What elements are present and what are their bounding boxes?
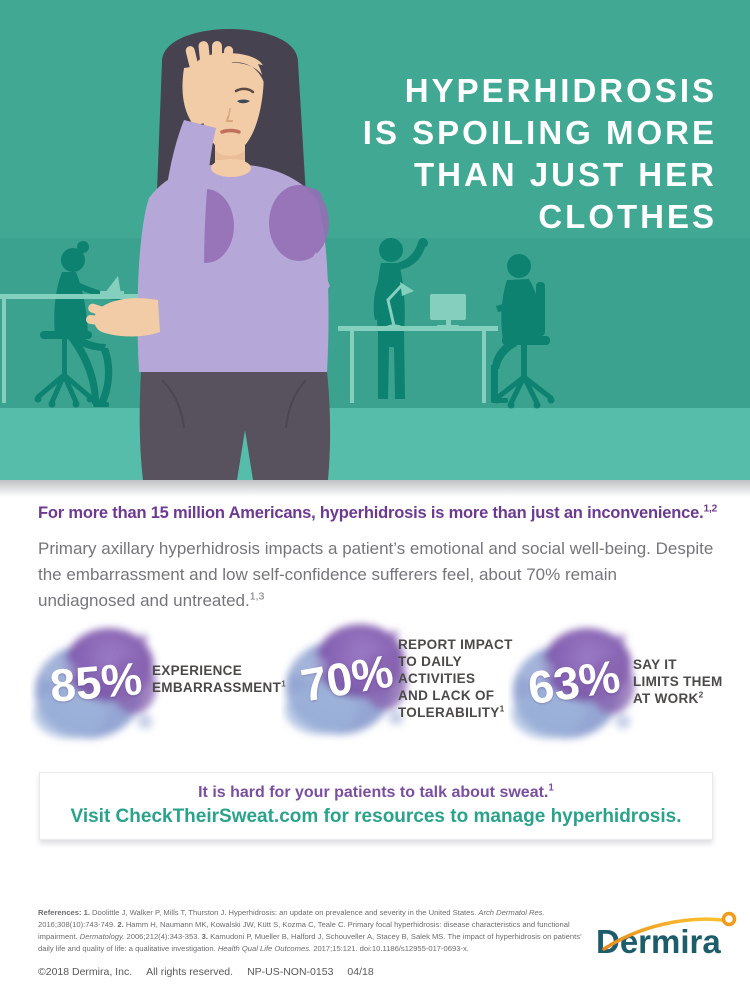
stat-embarrassment bbox=[30, 616, 310, 766]
body-paragraph bbox=[38, 536, 718, 614]
cta-message: It is hard for your patients to talk about sweat.$^1$ bbox=[198, 782, 554, 801]
headline-line: HYPERHIDROSIS bbox=[404, 72, 717, 109]
body-citation: 1,3 bbox=[249, 590, 265, 603]
material-code: NP-US-NON-0153 bbox=[247, 966, 334, 978]
stat-label: EXPERIENCE EMBARRASSMENT$^1$ bbox=[152, 663, 287, 695]
logo-wordmark: Dermira bbox=[596, 923, 721, 960]
stat-value: 85% bbox=[47, 652, 145, 712]
lead-sentence bbox=[38, 504, 738, 523]
stat-label: SAY IT LIMITS THEM AT WORK$^2$ bbox=[633, 657, 723, 706]
copyright-line bbox=[38, 966, 388, 978]
stat-value: 63% bbox=[524, 649, 624, 715]
headline-line: THAN JUST HER bbox=[413, 156, 717, 193]
hand-on-forehead bbox=[182, 41, 233, 126]
dermira-logo bbox=[594, 903, 744, 965]
cta-citation: 1 bbox=[548, 782, 554, 794]
stat-label: REPORT IMPACT TO DAILY ACTIVITIES AND LACK OF TOLERABILITY$^1$ bbox=[398, 637, 513, 720]
headline-line: CLOTHES bbox=[538, 198, 717, 235]
body-text: Primary axillary hyperhidrosis impacts a patient’s emotional and social well-being. Despite the embarrassment and low self-confidence sufferers feel, about 70% remain undiagnosed and untreated. bbox=[38, 539, 714, 610]
references-text: References: 1. Doolittle J, Walker P, Mills T, Thurston J. Hyperhidrosis: an update on prevalence and severity in the United States. Arch Dermatol Res. 2016;308(10):743-749. 2. Hamm H, Naumann MK, Kowalski JW, Kütt S, Kozma C, Teale C. Primary focal hyperhidrosis: disease characteristics and functional impairment. Dermatology. 2006;212(4):343-353. 3. Kamudoni P, Mueller B, Halford J, Schouveller A, Stacey B, Salek MS. The impact of hyperhidrosis on patients’ daily life and quality of life: a qualitative investigation. Health Qual Life Outcomes. 2017;15:121. doi:10.1186/s12955-017-0693-x. bbox=[38, 908, 582, 954]
copyright: ©2018 Dermira, Inc. bbox=[38, 966, 133, 978]
cta-link[interactable]: Visit CheckTheirSweat.com for resources to manage hyperhidrosis. bbox=[70, 806, 682, 827]
stat-citation: 2 bbox=[698, 689, 704, 700]
stat-value: 70% bbox=[297, 644, 397, 712]
lead-text: For more than 15 million Americans, hyperhidrosis is more than just an inconvenience. bbox=[38, 504, 704, 522]
headline-line: IS SPOILING MORE bbox=[362, 114, 717, 151]
stat-citation: 1 bbox=[499, 703, 505, 714]
logo-ring-icon bbox=[724, 914, 735, 925]
stat-citation: 1 bbox=[281, 678, 287, 689]
cta-box bbox=[39, 772, 713, 840]
rights-reserved: All rights reserved. bbox=[146, 966, 234, 978]
lead-citation: 1,2 bbox=[703, 503, 718, 515]
hero-illustration bbox=[0, 0, 750, 497]
material-date: 04/18 bbox=[347, 966, 374, 978]
stat-limits-work bbox=[508, 616, 750, 766]
hero-headline bbox=[297, 70, 717, 238]
